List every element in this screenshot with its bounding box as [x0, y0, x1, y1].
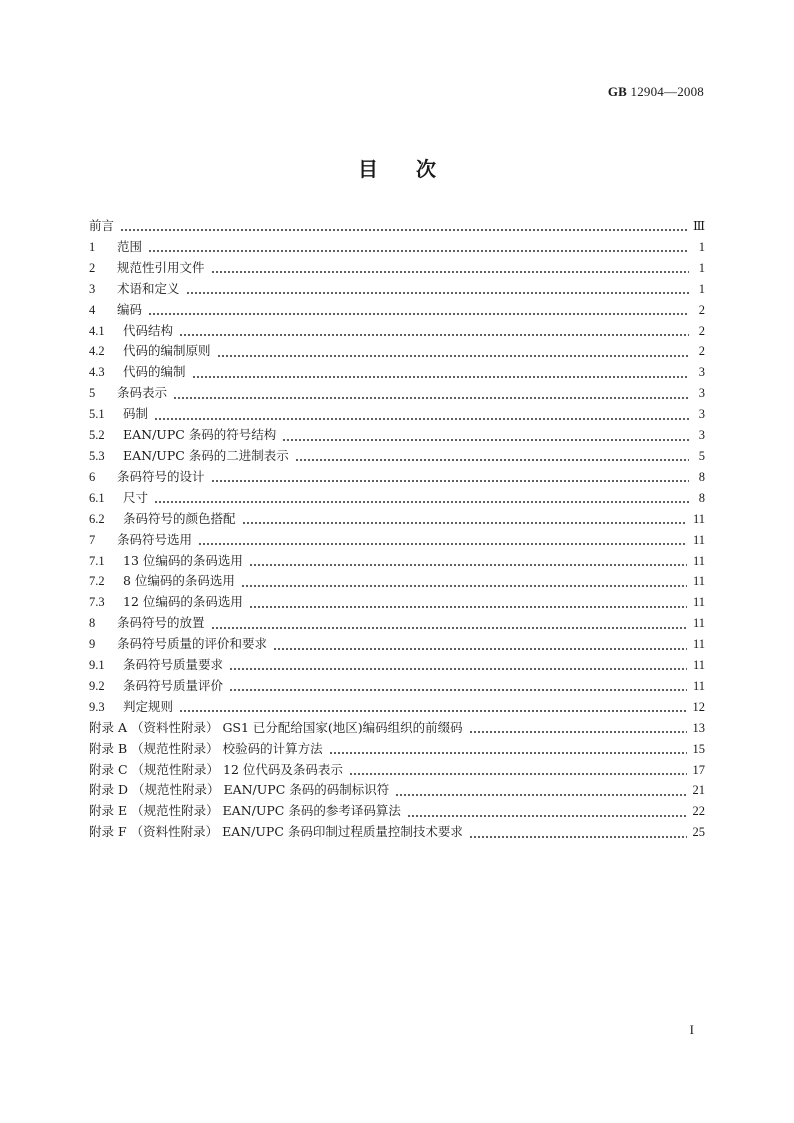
toc-entry-number: 4.2: [89, 344, 105, 359]
toc-entry-number: 3: [89, 281, 96, 296]
toc-entry-title: 附录 D （规范性附录） EAN/UPC 条码的码制标识符: [89, 782, 390, 798]
toc-entry-number: 7.1: [89, 553, 105, 568]
toc-entry[interactable]: [89, 321, 705, 342]
toc-entry-number: 7: [89, 532, 96, 547]
toc-entry[interactable]: [89, 760, 705, 781]
toc-entry-title: 条码符号质量要求: [123, 657, 224, 673]
dot-leader: [211, 617, 687, 631]
dot-leader: [249, 596, 687, 610]
toc-entry-title: 附录 B （规范性附录） 校验码的计算方法: [89, 740, 323, 756]
toc-entry[interactable]: [89, 279, 705, 300]
toc-entry[interactable]: [89, 780, 705, 801]
toc-entry-page: 21: [692, 783, 705, 798]
toc-entry-page: 11: [692, 637, 705, 652]
toc-entry-title: 前言: [89, 218, 115, 233]
toc-entry-title: 附录 A （资料性附录） GS1 已分配给国家(地区)编码组织的前缀码: [89, 719, 463, 735]
dot-leader: [217, 345, 689, 359]
toc-entry-page: 17: [692, 762, 705, 777]
toc-entry-page: 15: [692, 741, 705, 756]
toc-entry[interactable]: [89, 551, 705, 572]
toc-entry-title: 条码符号质量的评价和要求: [117, 636, 268, 652]
page-title: 目次: [358, 157, 474, 181]
dot-leader: [282, 429, 689, 443]
toc-entry-title: 8 位编码的条码选用: [123, 573, 235, 589]
toc-entry-page: 2: [698, 344, 705, 359]
toc-entry-title: 附录 F （资料性附录） EAN/UPC 条码印制过程质量控制技术要求: [89, 824, 463, 840]
toc-entry[interactable]: [89, 467, 705, 488]
toc-entry-number: 5.1: [89, 407, 105, 422]
dot-leader: [192, 366, 689, 380]
toc-entry-title: 条码符号的设计: [117, 468, 205, 484]
toc-entry[interactable]: [89, 237, 705, 258]
dot-leader: [229, 679, 687, 693]
toc-entry[interactable]: [89, 509, 705, 530]
dot-leader: [120, 219, 687, 233]
toc-entry-page: Ⅲ: [692, 219, 705, 233]
toc-entry[interactable]: [89, 216, 705, 237]
dot-leader: [407, 805, 687, 819]
toc-entry[interactable]: [89, 676, 705, 697]
toc-entry[interactable]: [89, 718, 705, 739]
dot-leader: [241, 575, 687, 589]
toc-entry[interactable]: [89, 258, 705, 279]
toc-entry-page: 11: [692, 658, 705, 673]
toc-entry[interactable]: [89, 404, 705, 425]
toc-entry[interactable]: [89, 655, 705, 676]
toc-entry-page: 1: [698, 260, 705, 275]
dot-leader: [211, 470, 689, 484]
toc-entry[interactable]: [89, 822, 705, 843]
toc-entry-number: 6: [89, 469, 96, 484]
toc-entry-title: 条码符号的颜色搭配: [123, 510, 236, 526]
toc-entry[interactable]: [89, 446, 705, 467]
toc-entry-page: 2: [698, 323, 705, 338]
toc-entry-number: 4: [89, 302, 96, 317]
toc-entry-title: 范围: [117, 238, 143, 254]
dot-leader: [395, 784, 686, 798]
toc-entry-page: 11: [692, 678, 705, 693]
toc-entry[interactable]: [89, 425, 705, 446]
dot-leader: [186, 282, 689, 296]
toc-entry-page: 5: [698, 448, 705, 463]
dot-leader: [179, 324, 689, 338]
toc-entry-page: 13: [692, 720, 705, 735]
dot-leader: [154, 408, 689, 422]
toc-entry[interactable]: [89, 300, 705, 321]
toc-entry-page: 11: [692, 511, 705, 526]
toc-entry-number: 6.1: [89, 490, 105, 505]
standard-number: [608, 84, 704, 100]
dot-leader: [173, 387, 689, 401]
dot-leader: [295, 449, 689, 463]
toc-entry-number: 5.3: [89, 448, 105, 463]
toc-entry-number: 6.2: [89, 511, 105, 526]
dot-leader: [273, 638, 687, 652]
dot-leader: [148, 303, 689, 317]
standard-code: 12904—2008: [630, 84, 704, 99]
dot-leader: [242, 512, 687, 526]
toc-entry-title: 术语和定义: [117, 280, 180, 296]
toc-entry[interactable]: [89, 697, 705, 718]
toc-entry-page: 1: [698, 239, 705, 254]
toc-entry-title: EAN/UPC 条码的符号结构: [123, 427, 277, 443]
toc-entry-page: 11: [692, 553, 705, 568]
toc-entry-title: 13 位编码的条码选用: [123, 552, 243, 568]
toc-entry-title: 代码的编制: [123, 364, 186, 380]
toc-entry[interactable]: [89, 383, 705, 404]
toc-entry[interactable]: [89, 341, 705, 362]
toc-entry-page: 11: [692, 616, 705, 631]
toc-entry[interactable]: [89, 592, 705, 613]
dot-leader: [154, 491, 689, 505]
table-of-contents: [89, 216, 705, 843]
toc-entry-number: 2: [89, 260, 96, 275]
toc-entry-number: 5: [89, 386, 96, 401]
toc-entry-number: 9.2: [89, 678, 105, 693]
toc-entry-title: 附录 E （规范性附录） EAN/UPC 条码的参考译码算法: [89, 803, 401, 819]
toc-entry-title: 条码符号的放置: [117, 615, 205, 631]
toc-entry-title: 判定规则: [123, 698, 174, 714]
toc-entry-number: 5.2: [89, 428, 105, 443]
toc-entry-number: 9.1: [89, 658, 105, 673]
toc-entry-number: 8: [89, 616, 96, 631]
dot-leader: [148, 240, 689, 254]
toc-entry[interactable]: [89, 613, 705, 634]
toc-entry-page: 25: [692, 825, 705, 840]
dot-leader: [349, 763, 687, 777]
page-number: I: [689, 1022, 694, 1037]
toc-entry-page: 8: [698, 490, 705, 505]
toc-entry-title: 码制: [123, 406, 149, 422]
toc-entry-title: 条码符号质量评价: [123, 677, 224, 693]
toc-entry[interactable]: [89, 739, 705, 760]
toc-entry-title: 条码符号选用: [117, 531, 193, 547]
toc-entry[interactable]: [89, 801, 705, 822]
toc-entry-page: 22: [692, 804, 705, 819]
toc-entry-title: 代码结构: [123, 322, 174, 338]
dot-leader: [469, 721, 687, 735]
dot-leader: [198, 533, 687, 547]
toc-entry-number: 1: [89, 239, 96, 254]
toc-entry-title: 尺寸: [123, 489, 149, 505]
toc-entry-page: 3: [698, 407, 705, 422]
toc-entry-page: 3: [698, 428, 705, 443]
toc-entry-title: 12 位编码的条码选用: [123, 594, 243, 610]
toc-entry-title: 条码表示: [117, 385, 168, 401]
dot-leader: [179, 700, 686, 714]
toc-entry-page: 8: [698, 469, 705, 484]
toc-entry-page: 11: [692, 532, 705, 547]
dot-leader: [211, 261, 689, 275]
toc-entry[interactable]: [89, 634, 705, 655]
toc-entry-title: 附录 C （规范性附录） 12 位代码及条码表示: [89, 761, 343, 777]
toc-entry-page: 2: [698, 302, 705, 317]
dot-leader: [229, 658, 687, 672]
toc-entry-number: 7.3: [89, 595, 105, 610]
toc-entry-number: 4.1: [89, 323, 105, 338]
toc-entry[interactable]: [89, 488, 705, 509]
toc-entry-page: 11: [692, 574, 705, 589]
dot-leader: [329, 742, 687, 756]
toc-entry-number: 7.2: [89, 574, 105, 589]
toc-entry[interactable]: [89, 530, 705, 551]
toc-entry-number: 9.3: [89, 699, 105, 714]
dot-leader: [249, 554, 687, 568]
toc-entry-title: 编码: [117, 301, 143, 317]
toc-entry-page: 3: [698, 365, 705, 380]
toc-entry-page: 1: [698, 281, 705, 296]
toc-entry-page: 12: [692, 699, 705, 714]
toc-entry-title: 代码的编制原则: [123, 343, 211, 359]
toc-entry[interactable]: [89, 571, 705, 592]
toc-entry-title: EAN/UPC 条码的二进制表示: [123, 447, 289, 463]
toc-entry-page: 11: [692, 595, 705, 610]
toc-entry-page: 3: [698, 386, 705, 401]
standard-prefix: GB: [607, 84, 628, 99]
toc-entry-title: 规范性引用文件: [117, 259, 205, 275]
toc-entry-number: 4.3: [89, 365, 105, 380]
toc-entry-number: 9: [89, 637, 96, 652]
toc-entry[interactable]: [89, 362, 705, 383]
dot-leader: [469, 826, 687, 840]
